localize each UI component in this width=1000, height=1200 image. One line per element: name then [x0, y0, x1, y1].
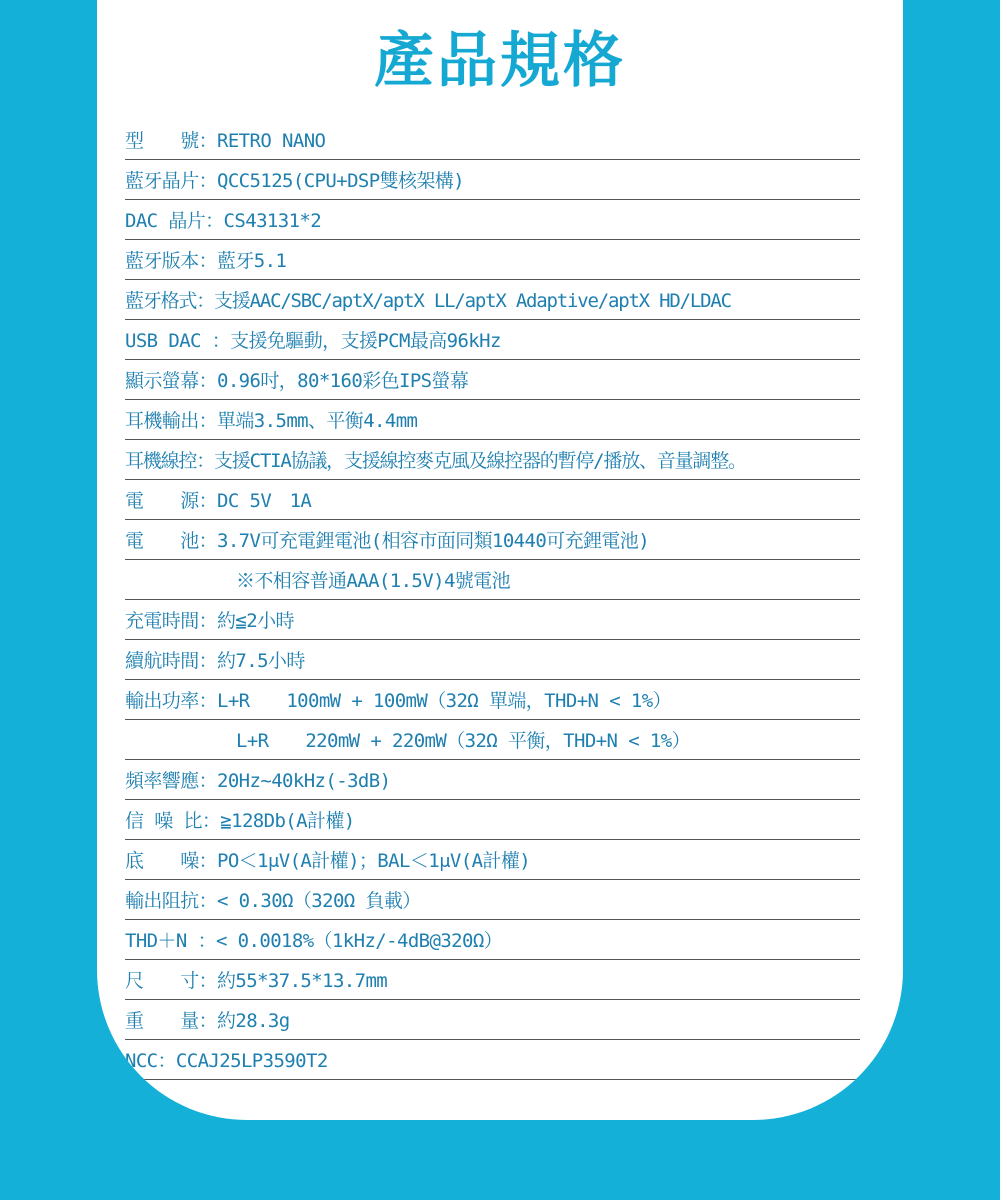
spec-text: 重 量：約28.3g [125, 1010, 290, 1032]
spec-text: NCC：CCAJ25LP3590T2 [125, 1050, 328, 1072]
spec-text: 底 噪：PO＜1μV(A計權)；BAL＜1μV(A計權) [125, 850, 531, 872]
spec-text: 電 源：DC 5V 1A [125, 490, 312, 512]
spec-card [97, 0, 903, 1120]
spec-text: L+R 220mW + 220mW（32Ω 平衡，THD+N < 1%） [236, 730, 690, 752]
spec-row-thd [125, 920, 860, 960]
spec-row-model [125, 120, 860, 160]
spec-row-output-impedance [125, 880, 860, 920]
spec-row-weight [125, 1000, 860, 1040]
spec-row-bluetooth-codecs [125, 280, 860, 320]
spec-text: ※不相容普通AAA(1.5V)4號電池 [236, 570, 510, 592]
spec-row-bluetooth-version [125, 240, 860, 280]
spec-row-usb-dac [125, 320, 860, 360]
spec-text: DAC 晶片：CS43131*2 [125, 210, 322, 232]
spec-text: 藍牙格式：支援AAC/SBC/aptX/aptX LL/aptX Adaptive/aptX HD/LDAC [125, 290, 731, 312]
spec-row-battery [125, 520, 860, 560]
spec-row-noise-floor [125, 840, 860, 880]
page-title: 產品規格 [374, 26, 626, 96]
spec-text: 頻率響應：20Hz~40kHz(-3dB) [125, 770, 391, 792]
spec-row-power [125, 480, 860, 520]
spec-text: 輸出阻抗：< 0.30Ω（320Ω 負載） [125, 890, 421, 912]
spec-text: 續航時間：約7.5小時 [125, 650, 305, 672]
spec-text: 藍牙版本：藍牙5.1 [125, 250, 287, 272]
spec-row-charge-time [125, 600, 860, 640]
spec-text: USB DAC ：支援免驅動，支援PCM最高96kHz [125, 330, 501, 352]
spec-text: 顯示螢幕：0.96吋，80*160彩色IPS螢幕 [125, 370, 469, 392]
spec-row-bluetooth-chip [125, 160, 860, 200]
spec-text: THD＋N ：< 0.0018%（1kHz/-4dB@320Ω） [125, 930, 503, 952]
spec-text: 信 噪 比：≧128Db(A計權) [125, 810, 355, 832]
spec-text: 耳機輸出：單端3.5mm、平衡4.4mm [125, 410, 418, 432]
spec-list [125, 120, 860, 1080]
spec-row-battery-life [125, 640, 860, 680]
spec-row-headphone-output [125, 400, 860, 440]
spec-row-dac-chip [125, 200, 860, 240]
spec-row-inline-control [125, 440, 860, 480]
spec-text: 耳機線控：支援CTIA協議，支援線控麥克風及線控器的暫停/播放、音量調整。 [125, 450, 746, 472]
spec-text: 藍牙晶片：QCC5125(CPU+DSP雙核架構) [125, 170, 465, 192]
spec-row-battery-note [125, 560, 860, 600]
spec-row-output-power-se [125, 680, 860, 720]
spec-text: 充電時間：約≦2小時 [125, 610, 294, 632]
spec-text: 輸出功率：L+R 100mW + 100mW（32Ω 單端，THD+N < 1%） [125, 690, 671, 712]
spec-row-dimensions [125, 960, 860, 1000]
spec-text: 電 池：3.7V可充電鋰電池(相容市面同類10440可充鋰電池) [125, 530, 650, 552]
spec-row-output-power-bal [125, 720, 860, 760]
spec-row-ncc [125, 1040, 860, 1080]
spec-row-snr [125, 800, 860, 840]
spec-row-display [125, 360, 860, 400]
spec-text: 型 號：RETRO NANO [125, 130, 326, 152]
spec-text: 尺 寸：約55*37.5*13.7mm [125, 970, 388, 992]
spec-row-frequency-response [125, 760, 860, 800]
